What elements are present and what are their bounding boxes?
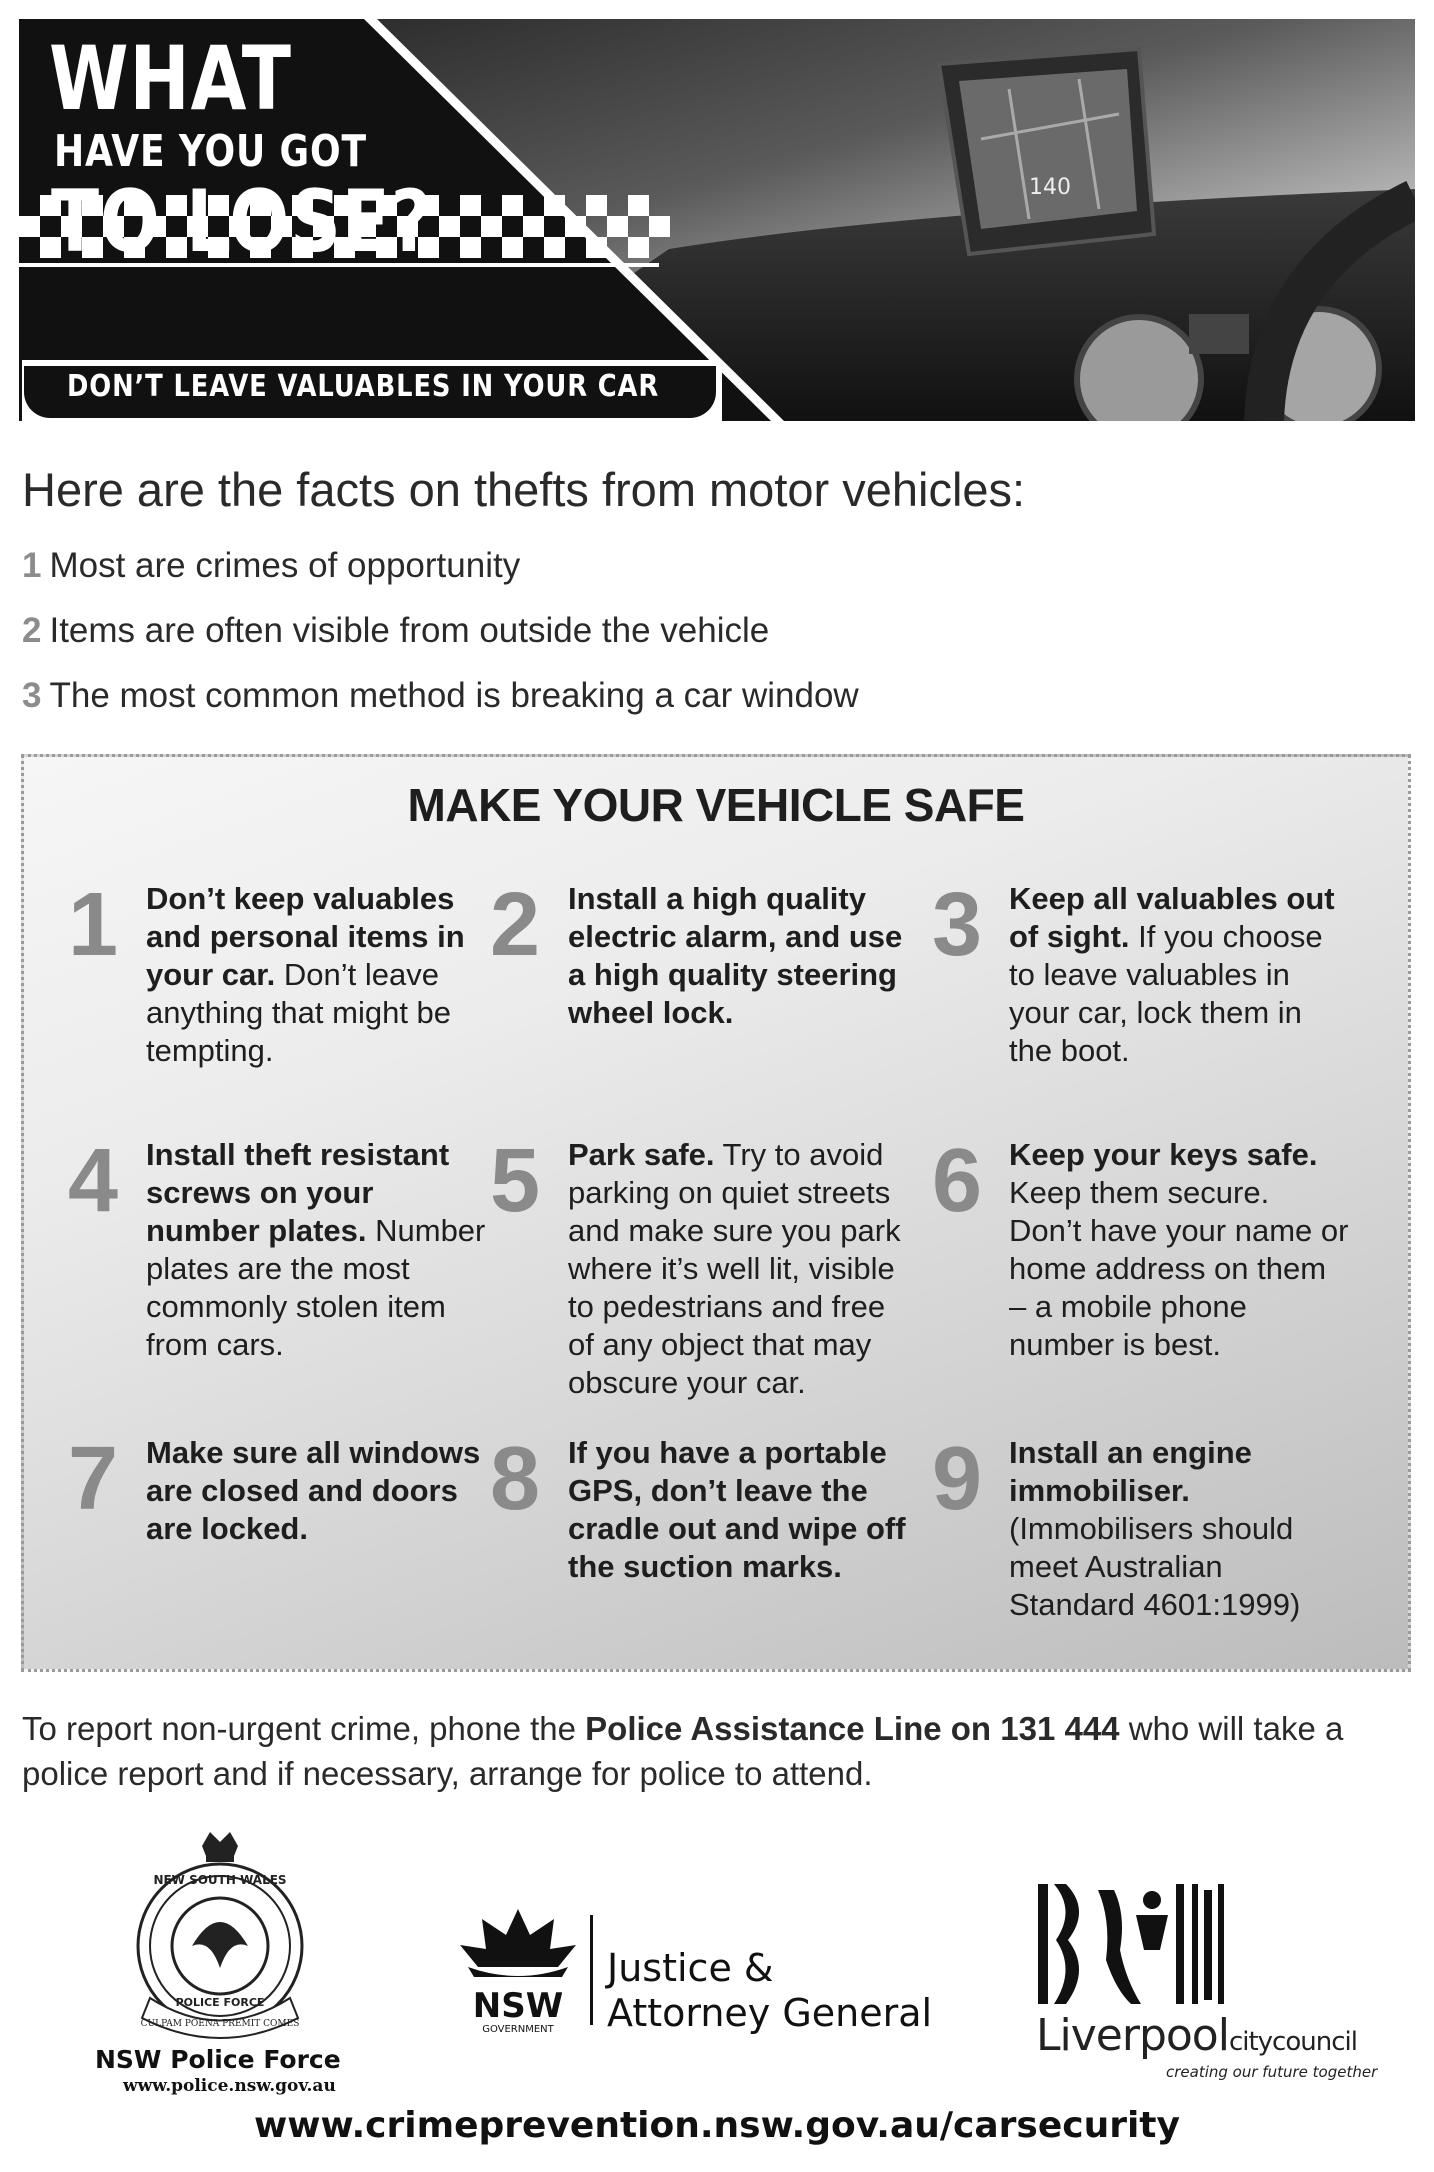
checker-square <box>19 216 40 237</box>
checker-square <box>439 216 460 237</box>
checker-square <box>649 216 670 237</box>
fact-item <box>22 676 859 716</box>
checker-square <box>502 237 523 258</box>
title-to-lose: TO LOSE? <box>51 172 433 272</box>
title-what: WHAT <box>49 27 292 130</box>
checker-square <box>460 237 481 258</box>
tip-number: 5 <box>490 1131 541 1231</box>
checker-square <box>502 195 523 216</box>
liverpool-tagline: creating our future together <box>1166 2063 1378 2081</box>
report-text: To report non-urgent crime, phone the Police Assistance Line on 131 444 who will take a police report and if necessary, arrange for police to attend. <box>22 1710 1344 1792</box>
fact-text: Items are often visible from outside the vehicle <box>49 611 770 650</box>
tip-text: Keep all valuables out of sight. If you choose to leave valuables in your car, lock them in the boot. <box>1009 881 1335 1068</box>
svg-text:GOVERNMENT: GOVERNMENT <box>482 2024 554 2035</box>
tip-number: 7 <box>68 1429 119 1529</box>
tip-text: Install theft resistant screws on your number plates. Number plates are the most commonly stolen item from cars. <box>146 1137 486 1362</box>
checker-square <box>586 237 607 258</box>
checker-square <box>628 195 649 216</box>
tip-number: 4 <box>68 1131 119 1231</box>
safety-title: MAKE YOUR VEHICLE SAFE <box>407 779 1025 831</box>
svg-text:NSW: NSW <box>472 1986 564 2026</box>
checker-square <box>523 216 544 237</box>
logo-divider <box>590 1915 593 2025</box>
police-crest-icon <box>130 1828 310 2040</box>
police-name: NSW Police Force <box>95 2045 341 2074</box>
tip-text: Install an engine immobiliser. (Immobilisers should meet Australian Standard 4601:1999) <box>1009 1435 1301 1622</box>
checker-square <box>460 195 481 216</box>
title-have-you-got: HAVE YOU GOT <box>54 126 367 177</box>
fact-text: Most are crimes of opportunity <box>49 546 521 585</box>
checker-square <box>607 216 628 237</box>
tip-number: 1 <box>68 875 119 975</box>
fact-number: 2 <box>22 611 42 650</box>
strip-text: DON’T LEAVE VALUABLES IN YOUR CAR <box>67 369 660 404</box>
tip-text: Make sure all windows are closed and doors are locked. <box>146 1435 481 1546</box>
police-url: www.police.nsw.gov.au <box>123 2076 336 2096</box>
police-assistance-line: Police Assistance Line on 131 444 <box>585 1710 1120 1747</box>
tip-text: Park safe. Try to avoid parking on quiet streets and make sure you park where it’s well lit, visible to pedestrians and free of any object that may obscure your car. <box>568 1137 901 1400</box>
fact-item <box>22 546 520 586</box>
tip-number: 2 <box>490 875 541 975</box>
checker-square <box>544 237 565 258</box>
footer-url-link[interactable]: www.crimeprevention.nsw.gov.au/carsecurity <box>254 2105 1180 2146</box>
checker-square <box>481 216 502 237</box>
tip-number: 9 <box>932 1429 983 1529</box>
tip-number: 3 <box>932 875 983 975</box>
svg-text:NEW SOUTH WALES: NEW SOUTH WALES <box>153 1873 287 1887</box>
tip-text: Don’t keep valuables and personal items in your car. Don’t leave anything that might be tempting. <box>146 881 465 1068</box>
fact-number: 3 <box>22 676 42 715</box>
tip-number: 6 <box>932 1131 983 1231</box>
checker-square <box>544 195 565 216</box>
tip-text: Install a high quality electric alarm, and use a high quality steering wheel lock. <box>568 881 903 1030</box>
waratah-icon <box>458 1905 578 2035</box>
tip-text: If you have a portable GPS, don’t leave the cradle out and wipe off the suction marks. <box>568 1435 906 1584</box>
checker-square <box>586 195 607 216</box>
tip-number: 8 <box>490 1429 541 1529</box>
svg-text:CULPAM POENA PREMIT COMES: CULPAM POENA PREMIT COMES <box>140 2019 300 2029</box>
facts-heading: Here are the facts on thefts from motor vehicles: <box>22 463 1026 516</box>
checker-square <box>565 216 586 237</box>
fact-number: 1 <box>22 546 42 585</box>
tip-text: Keep your keys safe. Keep them secure. Don’t have your name or home address on them – a mobile phone number is best. <box>1009 1137 1349 1362</box>
svg-text:POLICE FORCE: POLICE FORCE <box>175 1996 265 2009</box>
checker-square <box>628 237 649 258</box>
svg-text:140: 140 <box>1029 175 1071 200</box>
hero-banner <box>19 19 1415 421</box>
fact-item <box>22 611 769 651</box>
fact-text: The most common method is breaking a car window <box>49 676 859 715</box>
justice-line-1: Justice & <box>607 1946 774 1990</box>
liverpool-wordmark: Liverpoolcitycouncil <box>1036 2010 1357 2061</box>
justice-line-2: Attorney General <box>607 1991 933 2035</box>
liverpool-art-icon <box>1036 1880 1228 2008</box>
